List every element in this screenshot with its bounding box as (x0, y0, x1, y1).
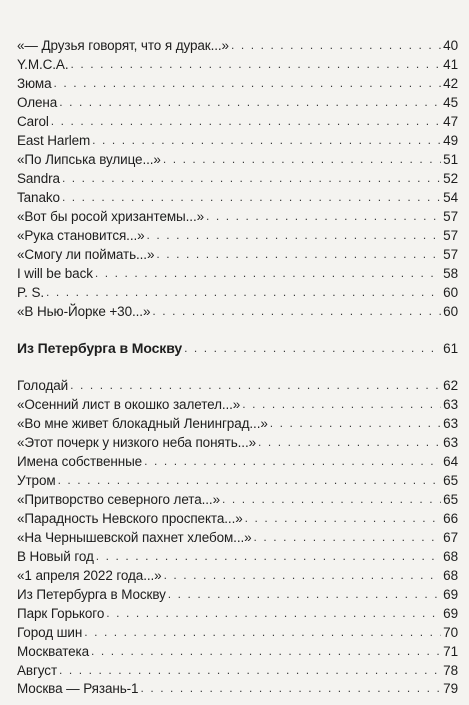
toc-entry-page: 71 (443, 644, 458, 659)
toc-entry-title: Carol (17, 114, 49, 129)
dot-leader (231, 36, 441, 55)
dot-leader (106, 604, 441, 623)
toc-entry[interactable] (17, 679, 458, 698)
toc-entry-title: Из Петербурга в Москву (17, 587, 166, 602)
toc-entry[interactable] (17, 433, 458, 452)
toc-entry-page: 65 (443, 492, 458, 507)
toc-entry[interactable] (17, 490, 458, 509)
toc-section-heading[interactable] (17, 339, 458, 358)
toc-entry-title: East Harlem (17, 133, 91, 148)
dot-leader (206, 207, 441, 226)
toc-entry-page: 57 (443, 228, 458, 243)
dot-leader (84, 623, 441, 642)
toc-entry[interactable] (17, 509, 458, 528)
toc-entry-title: Голодай (17, 378, 69, 393)
toc-entry[interactable] (17, 376, 458, 395)
toc-entry-page: 65 (443, 473, 458, 488)
toc-entry[interactable] (17, 642, 458, 661)
toc-entry[interactable] (17, 36, 458, 55)
toc-entry-page: 57 (443, 247, 458, 262)
toc-entry-page: 66 (443, 511, 458, 526)
toc-entry[interactable] (17, 264, 458, 283)
toc-entry-page: 47 (443, 114, 458, 129)
toc-entry[interactable] (17, 226, 458, 245)
dot-leader (62, 188, 441, 207)
dot-leader (70, 376, 441, 395)
dot-leader (147, 226, 442, 245)
dot-leader (58, 471, 442, 490)
toc-entry-page: 63 (443, 416, 458, 431)
toc-entry-title: «— Друзья говорят, что я дурак...» (17, 38, 229, 53)
dot-leader (59, 661, 441, 680)
dot-leader (91, 642, 441, 661)
toc-entry[interactable] (17, 74, 458, 93)
toc-entry-page: 78 (443, 663, 458, 678)
toc-entry[interactable] (17, 112, 458, 131)
dot-leader (163, 150, 441, 169)
toc-entry-page: 67 (443, 530, 458, 545)
toc-entry-title: «Смогу ли поймать...» (17, 247, 155, 262)
toc-entry[interactable] (17, 566, 458, 585)
toc-entry[interactable] (17, 547, 458, 566)
toc-entry-page: 58 (443, 266, 458, 281)
dot-leader (168, 585, 441, 604)
toc-entry[interactable] (17, 245, 458, 264)
toc-entry-page: 63 (443, 435, 458, 450)
toc-entry-page: 60 (443, 285, 458, 300)
toc-entry-title: Август (17, 663, 58, 678)
toc-entry-title: «Притворство северного лета...» (17, 492, 220, 507)
toc-entry-title: Tanako (17, 190, 60, 205)
toc-entry-page: 45 (443, 95, 458, 110)
toc-entry-page: 79 (443, 681, 458, 696)
dot-leader (46, 283, 441, 302)
toc-entry-title: «На Чернышевской пахнет хлебом...» (17, 530, 252, 545)
dot-leader (222, 490, 441, 509)
toc-entry[interactable] (17, 452, 458, 471)
section-title: Из Петербурга в Москву (17, 340, 183, 356)
toc-entry[interactable] (17, 131, 458, 150)
dot-leader (70, 55, 441, 74)
toc-entry-page: 54 (443, 190, 458, 205)
toc-entry-title: «Этот почерк у низкого неба понять...» (17, 435, 257, 450)
toc-entry-page: 63 (443, 397, 458, 412)
toc-entry-title: P. S. (17, 285, 45, 300)
dot-leader (184, 339, 441, 358)
dot-leader (156, 245, 441, 264)
toc-entry-page: 51 (443, 152, 458, 167)
toc-entry[interactable] (17, 302, 458, 321)
toc-entry-title: Имена собственные (17, 454, 143, 469)
toc-entry-title: Город шин (17, 625, 83, 640)
dot-leader (152, 302, 441, 321)
toc-entry-page: 68 (443, 549, 458, 564)
dot-leader (62, 169, 441, 188)
toc-entry-title: Y.M.C.A. (17, 57, 69, 72)
toc-entry-page: 57 (443, 209, 458, 224)
toc-entry-title: Москва — Рязань-1 (17, 681, 139, 696)
dot-leader (144, 452, 441, 471)
toc-entry-page: 62 (443, 378, 458, 393)
toc-entry-title: «По Липська вулице...» (17, 152, 161, 167)
toc-entry[interactable] (17, 55, 458, 74)
toc-entry[interactable] (17, 188, 458, 207)
toc-entry-page: 64 (443, 454, 458, 469)
toc-entry-page: 69 (443, 606, 458, 621)
dot-leader (254, 528, 442, 547)
toc-entry[interactable] (17, 528, 458, 547)
dot-leader (242, 395, 441, 414)
toc-entry[interactable] (17, 169, 458, 188)
toc-entry-title: «Вот бы росой хризантемы...» (17, 209, 204, 224)
toc-entry[interactable] (17, 661, 458, 680)
dot-leader (164, 566, 442, 585)
toc-entry-title: «1 апреля 2022 года...» (17, 568, 162, 583)
toc-entry-page: 40 (443, 38, 458, 53)
toc-entry-title: «В Нью-Йорке +30...» (17, 304, 151, 319)
toc-entry-page: 68 (443, 568, 458, 583)
toc-entry[interactable] (17, 207, 458, 226)
dot-leader (96, 547, 441, 566)
toc-entry[interactable] (17, 585, 458, 604)
toc-entry-page: 60 (443, 304, 458, 319)
toc-entry-page: 42 (443, 76, 458, 91)
dot-leader (258, 433, 441, 452)
toc-entry[interactable] (17, 604, 458, 623)
toc-entry-title: I will be back (17, 266, 93, 281)
dot-leader (51, 112, 441, 131)
dot-leader (92, 131, 441, 150)
dot-leader (140, 679, 441, 698)
toc-entry-title: Sandra (17, 171, 60, 186)
toc-entry[interactable] (17, 414, 458, 433)
toc-entry-page: 52 (443, 171, 458, 186)
toc-entry-page: 70 (443, 625, 458, 640)
toc-entry-title: Зюма (17, 76, 52, 91)
toc-entry-page: 49 (443, 133, 458, 148)
toc-entry[interactable] (17, 623, 458, 642)
toc-entry-title: «Парадность Невского проспекта...» (17, 511, 243, 526)
toc-entry-page: 69 (443, 587, 458, 602)
toc-entry-title: Москватека (17, 644, 90, 659)
toc-entry-title: «Осенний лист в окошко залетел...» (17, 397, 241, 412)
toc-entry-title: Парк Горького (17, 606, 105, 621)
toc-entry-title: В Новый год (17, 549, 94, 564)
dot-leader (54, 74, 442, 93)
toc-entry[interactable] (17, 283, 458, 302)
toc-entry[interactable] (17, 471, 458, 490)
toc-entry-page: 41 (443, 57, 458, 72)
toc-entry-title: Утром (17, 473, 56, 488)
toc-entry-title: Олена (17, 95, 58, 110)
dot-leader (270, 414, 441, 433)
toc-entry[interactable] (17, 395, 458, 414)
toc-entry[interactable] (17, 93, 458, 112)
dot-leader (245, 509, 442, 528)
toc-entry-title: «Рука становится...» (17, 228, 145, 243)
dot-leader (59, 93, 441, 112)
dot-leader (95, 264, 441, 283)
toc-entry-title: «Во мне живет блокадный Ленинград...» (17, 416, 268, 431)
toc-entry[interactable] (17, 150, 458, 169)
section-page: 61 (443, 341, 458, 356)
